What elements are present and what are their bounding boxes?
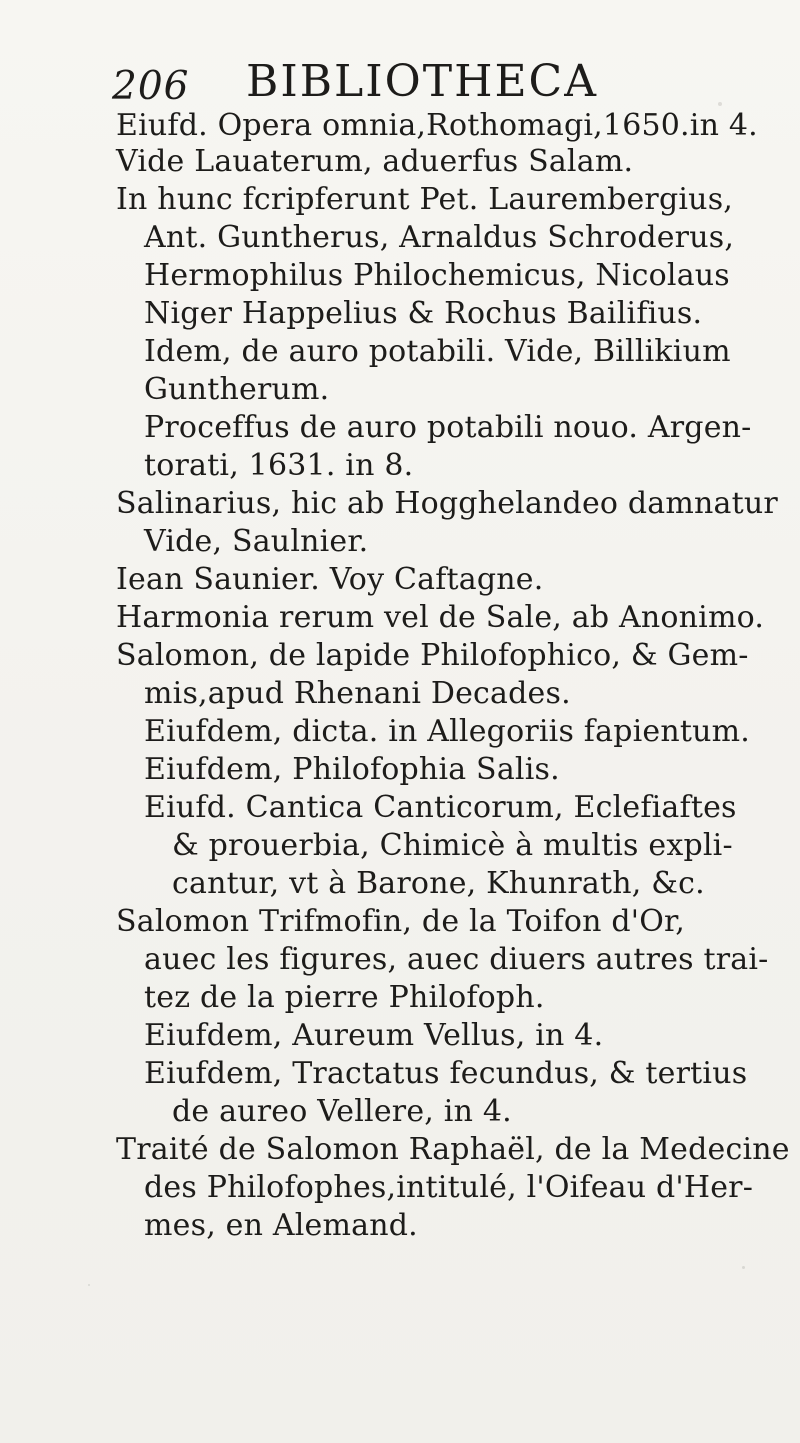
text-line: Idem, de auro potabili. Vide, Billikium [144, 334, 731, 369]
text-line: Guntherum. [144, 372, 330, 407]
text-line: In hunc fcripferunt Pet. Laurembergius, [116, 182, 734, 217]
page-header [112, 56, 672, 108]
ink-fleck [742, 1266, 745, 1269]
text-line: des Philofophes,intitulé, l'Oifeau d'Her- [144, 1170, 754, 1205]
text-line: Salomon Trifmofin, de la Toifon d'Or, [116, 904, 686, 939]
text-line: Niger Happelius & Rochus Bailifius. [144, 296, 703, 331]
text-line: de aureo Vellere, in 4. [172, 1094, 512, 1129]
text-line: & prouerbia, Chimicè à multis expli- [172, 828, 733, 863]
text-line: Eiufdem, Tractatus fecundus, & tertius [144, 1056, 748, 1091]
text-line: Eiufd. Cantica Canticorum, Eclefiaftes [144, 790, 737, 825]
ink-fleck [718, 102, 722, 106]
text-line: Salomon, de lapide Philofophico, & Gem- [116, 638, 749, 673]
text-line: torati, 1631. in 8. [144, 448, 414, 483]
ink-fleck [88, 1284, 90, 1286]
text-line: Eiufdem, Aureum Vellus, in 4. [144, 1018, 604, 1053]
text-line: Salinarius, hic ab Hogghelandeo damnatur [116, 486, 778, 521]
page-number: 206 [112, 64, 190, 109]
text-line: Eiufdem, dicta. in Allegoriis fapientum. [144, 714, 751, 749]
text-line: Ant. Guntherus, Arnaldus Schroderus, [144, 220, 735, 255]
text-line: auec les figures, auec diuers autres trai- [144, 942, 769, 977]
text-line: mis,apud Rhenani Decades. [144, 676, 571, 711]
text-line: Traité de Salomon Raphaël, de la Medecine [116, 1132, 790, 1167]
text-line: Iean Saunier. Voy Caftagne. [116, 562, 544, 597]
bibliography-entries [0, 108, 800, 1243]
text-line: tez de la pierre Philofoph. [144, 980, 545, 1015]
text-line: cantur, vt à Barone, Khunrath, &c. [172, 866, 705, 901]
text-line: Vide, Saulnier. [144, 524, 369, 559]
text-line: Proceffus de auro potabili nouo. Argen- [144, 410, 752, 445]
running-title: BIBLIOTHECA [246, 56, 598, 107]
text-line: Vide Lauaterum, aduerfus Salam. [116, 144, 634, 179]
text-line: Eiufdem, Philofophia Salis. [144, 752, 560, 787]
text-line: mes, en Alemand. [144, 1208, 418, 1243]
text-line: Harmonia rerum vel de Sale, ab Anonimo. [116, 600, 765, 635]
text-line: Eiufd. Opera omnia,Rothomagi,1650.in 4. [116, 108, 758, 143]
text-line: Hermophilus Philochemicus, Nicolaus [144, 258, 730, 293]
